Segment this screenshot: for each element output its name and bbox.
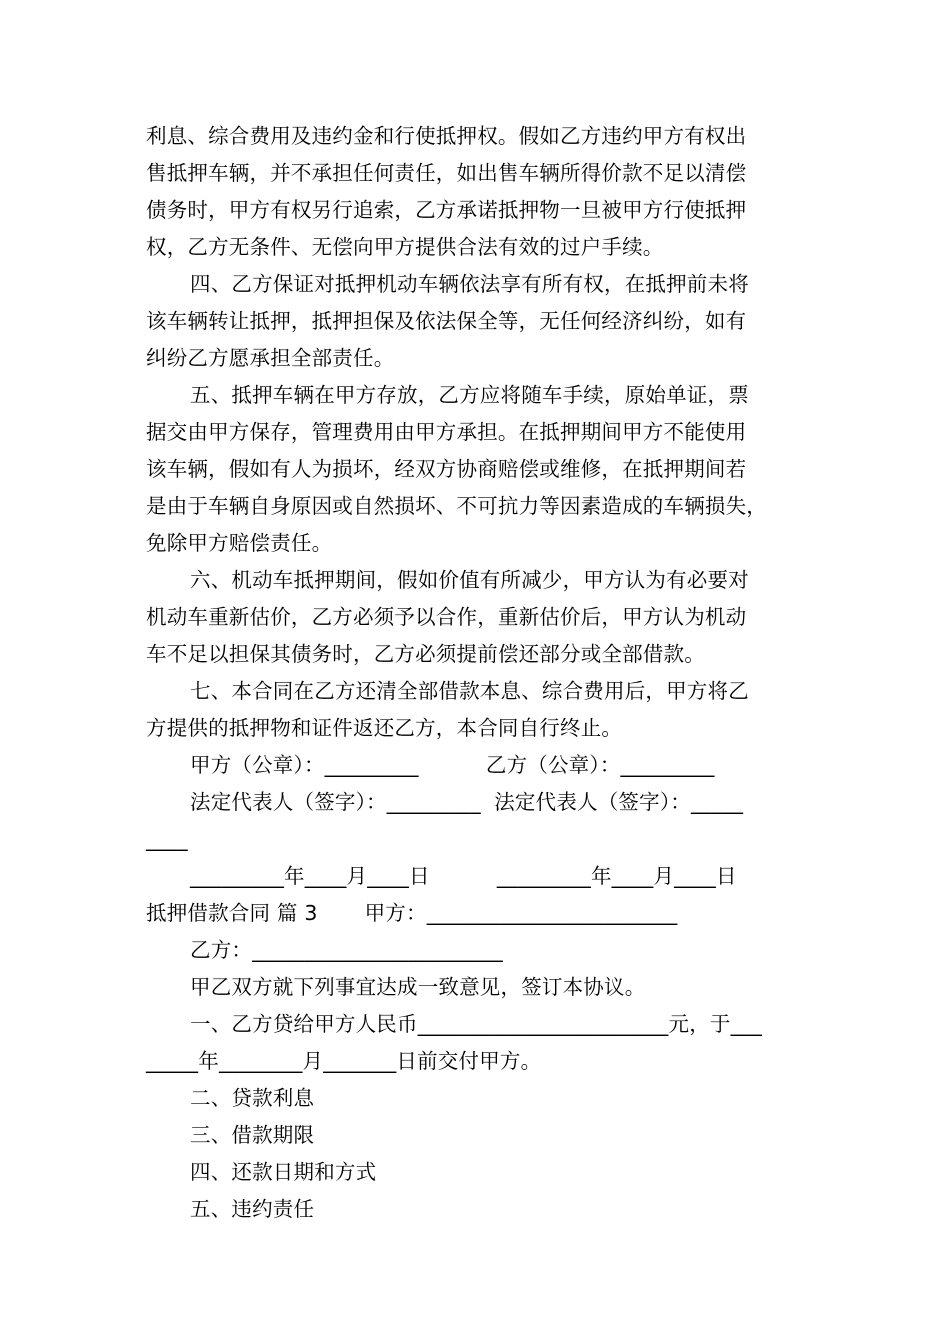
paragraph-line: 是由于车辆自身原因或自然损坏、不可抗力等因素造成的车辆损失， [146,494,767,518]
paragraph-line: 纠纷乙方愿承担全部责任。 [146,346,395,370]
party-b-line: 乙方：________________________ [190,938,503,962]
paragraph-line: 六、机动车抵押期间，假如价值有所减少，甲方认为有必要对 [190,568,749,592]
seal-line: 甲方（公章）：_________ 乙方（公章）：_________ [190,753,715,777]
clause-6 [146,562,818,673]
paragraph-line: 车不足以担保其债务时，乙方必须提前偿还部分或全部借款。 [146,642,705,666]
legal-representative-line: 法定代表人（签字）：_________ 法定代表人（签字）：_____ [190,790,744,814]
item-4-heading: 四、还款日期和方式 [190,1160,377,1184]
clause-4 [146,266,818,377]
document-page [146,118,818,1228]
item-1-line: 一、乙方贷给甲方人民币________________________元，于___ [190,1012,762,1036]
paragraph-line: 方提供的抵押物和证件返还乙方，本合同自行终止。 [146,716,623,740]
paragraph-line: 该车辆转让抵押，抵押担保及依法保全等，无任何经济纠纷，如有 [146,309,747,333]
item-3-heading: 三、借款期限 [190,1123,315,1147]
paragraph-line: 机动车重新估价，乙方必须予以合作，重新估价后，甲方认为机动 [146,605,747,629]
item-5-heading: 五、违约责任 [190,1197,315,1221]
paragraph-line: 四、乙方保证对抵押机动车辆依法享有所有权，在抵押前未将 [190,272,749,296]
item-2-heading: 二、贷款利息 [190,1086,315,1110]
paragraph-line: 七、本合同在乙方还清全部借款本息、综合费用后，甲方将乙 [190,679,749,703]
agreement-intro: 甲乙双方就下列事宜达成一致意见，签订本协议。 [190,975,646,999]
clause-5 [146,377,818,562]
paragraph-line: 免除甲方赔偿责任。 [146,531,333,555]
legal-representative-line-wrap: ____ [146,827,188,851]
paragraph-line: 债务时，甲方有权另行追索，乙方承诺抵押物一旦被甲方行使抵押 [146,198,747,222]
contract-3-title-line: 抵押借款合同 篇 3 甲方：________________________ [146,901,678,925]
item-1-line-wrap: _____年________月_______日前交付甲方。 [146,1049,542,1073]
paragraph-line: 售抵押车辆，并不承担任何责任，如出售车辆所得价款不足以清偿 [146,161,747,185]
contract-3 [146,895,818,1228]
clause-3-tail [146,118,818,266]
paragraph-line: 五、抵押车辆在甲方存放，乙方应将随车手续，原始单证，票 [190,383,749,407]
paragraph-line: 权，乙方无条件、无偿向甲方提供合法有效的过户手续。 [146,235,664,259]
paragraph-line: 该车辆，假如有人为损坏，经双方协商赔偿或维修，在抵押期间若 [146,457,747,481]
clause-7 [146,673,818,747]
signature-block [146,747,818,895]
paragraph-line: 利息、综合费用及违约金和行使抵押权。假如乙方违约甲方有权出 [146,124,747,148]
paragraph-line: 据交由甲方保存，管理费用由甲方承担。在抵押期间甲方不能使用 [146,420,747,444]
date-line: _________年____月____日 _________年____月____日 [190,864,737,888]
